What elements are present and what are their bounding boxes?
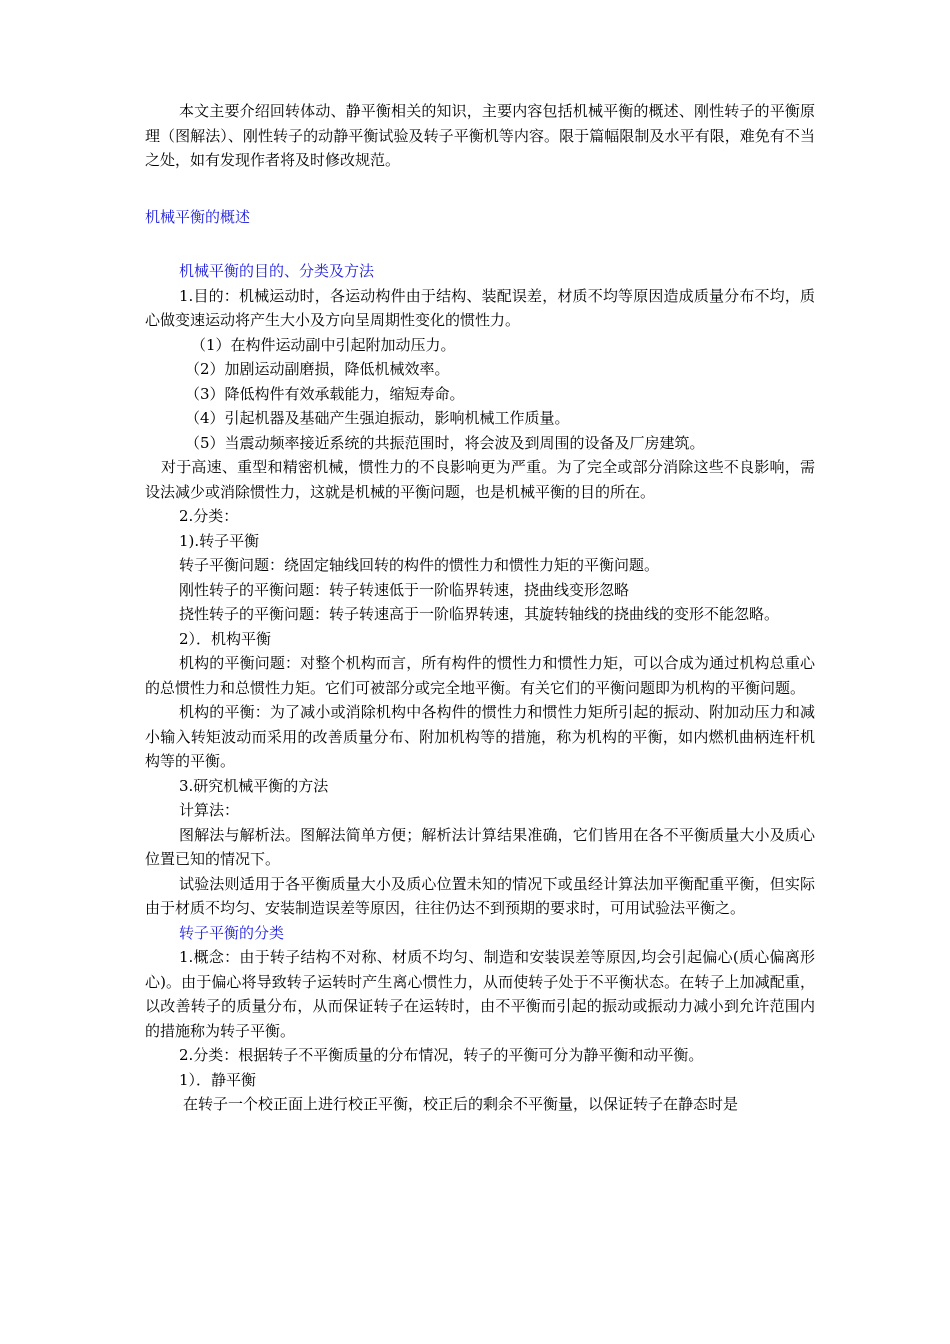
mechanism-balance-definition: 机构的平衡：为了减小或消除机构中各构件的惯性力和惯性力矩所引起的振动、附加动压力和减小输入转矩波动而采用的改善质量分布、附加机构等的措施，称为机构的平衡，如内燃机曲柄连杆机构等的平衡。: [145, 703, 815, 770]
concept-paragraph: 1.概念：由于转子结构不对称、材质不均匀、制造和安装误差等原因,均会引起偏心(质心偏离形心)。由于偏心将导致转子运转时产生离心惯性力，从而使转子处于不平衡状态。在转子上加减配重，以改善转子的质量分布，从而保证转子在运转时，由不平衡而引起的振动或振动力减小到允许范围内的措施称为转子平衡。: [145, 948, 815, 1040]
rigid-rotor-paragraph: 刚性转子的平衡问题：转子转速低于一阶临界转速，挠曲线变形忽略: [179, 580, 630, 599]
classification-title: 2.分类：: [179, 507, 239, 525]
mechanism-balance-title: 2）．机构平衡: [179, 629, 272, 648]
effect-item: （3）降低构件有效承载能力，缩短寿命。: [185, 384, 465, 403]
effect-item: （4）引起机器及基础产生强迫振动，影响机械工作质量。: [185, 409, 570, 427]
methods-title: 3.研究机械平衡的方法: [179, 776, 329, 795]
heading-purpose-classification: 机械平衡的目的、分类及方法: [179, 262, 375, 280]
effect-item: （5）当震动频率接近系统的共振范围时，将会波及到周围的设备及厂房建筑。: [185, 433, 705, 452]
calc-title: 计算法：: [179, 801, 240, 819]
static-balance-title: 1）．静平衡: [179, 1070, 257, 1089]
intro-paragraph: 本文主要介绍回转体动、静平衡相关的知识，主要内容包括机械平衡的概述、刚性转子的平衡原理（图解法）、刚性转子的动静平衡试验及转子平衡机等内容。限于篇幅限制及水平有限，难免有不当之处，如有发现作者将及时修改规范。: [145, 102, 815, 169]
rotor-balance-definition: 转子平衡问题：绕固定轴线回转的构件的惯性力和惯性力矩的平衡问题。: [179, 556, 660, 574]
severity-paragraph: 对于高速、重型和精密机械，惯性力的不良影响更为严重。为了完全或部分消除这些不良影响，需设法减少或消除惯性力，这就是机械的平衡问题，也是机械平衡的目的所在。: [145, 458, 815, 501]
calc-description: 图解法与解析法。图解法简单方便；解析法计算结果准确，它们皆用在各不平衡质量大小及质心位置已知的情况下。: [145, 825, 815, 868]
heading-overview: 机械平衡的概述: [145, 208, 251, 226]
static-balance-description: 在转子一个校正面上进行校正平衡，校正后的剩余不平衡量，以保证转子在静态时是: [183, 1095, 739, 1113]
flexible-rotor-paragraph: 挠性转子的平衡问题：转子转速高于一阶临界转速，其旋转轴线的挠曲线的变形不能忽略。: [179, 605, 780, 623]
intro-block: [145, 99, 815, 173]
purpose-paragraph: 1.目的：机械运动时，各运动构件由于结构、装配误差，材质不均等原因造成质量分布不均，质心做变速运动将产生大小及方向呈周期性变化的惯性力。: [145, 286, 815, 329]
rotor-balance-title: 1).转子平衡: [179, 531, 260, 550]
heading-overview-block: [145, 205, 815, 230]
test-description: 试验法则适用于各平衡质量大小及质心位置未知的情况下或虽经计算法加平衡配重平衡，但实际由于材质不均匀、安装制造误差等原因，往往仍达不到预期的要求时，可用试验法平衡之。: [145, 874, 815, 917]
mechanism-balance-problem: 机构的平衡问题：对整个机构而言，所有构件的惯性力和惯性力矩，可以合成为通过机构总重心的总惯性力和总惯性力矩。它们可被部分或完全地平衡。有关它们的平衡问题即为机构的平衡问题。: [145, 654, 815, 697]
classification2-paragraph: 2.分类：根据转子不平衡质量的分布情况，转子的平衡可分为静平衡和动平衡。: [179, 1046, 704, 1064]
effect-item: （2）加剧运动副磨损，降低机械效率。: [185, 360, 450, 378]
main-content: [145, 259, 815, 1117]
effect-item: （1）在构件运动副中引起附加动压力。: [191, 335, 456, 354]
heading-rotor-classification: 转子平衡的分类: [179, 923, 285, 942]
